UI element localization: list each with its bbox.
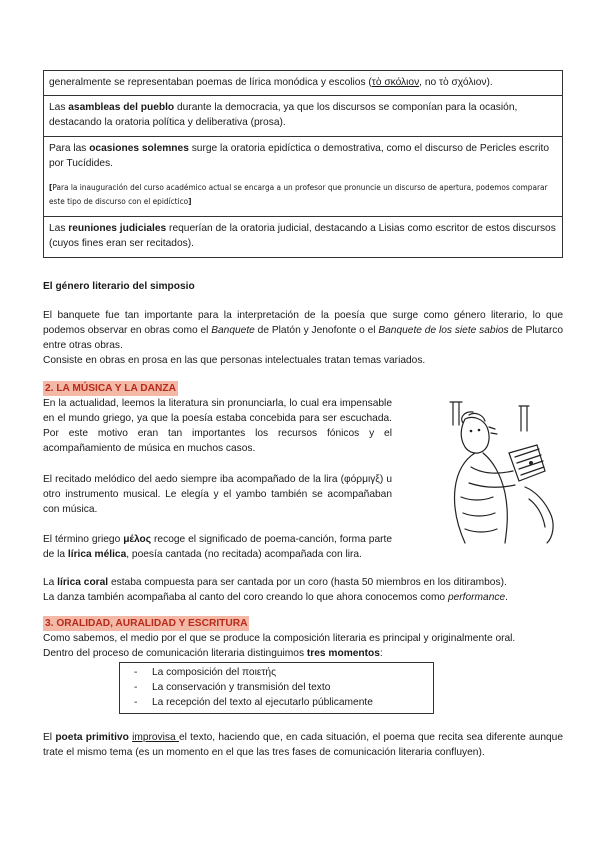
- oralidad-paragraph-1: Como sabemos, el medio por el que se produce la composición literaria es principal y originalmente oral.: [43, 633, 516, 644]
- greek-underlined: τὸ σκόλιον: [371, 77, 420, 88]
- section-heading-musica: 2. LA MÚSICA Y LA DANZA: [45, 383, 176, 394]
- lyre-player-illustration: [435, 397, 563, 547]
- oralidad-paragraph-2: Dentro del proceso de comunicación literaria distinguimos tres momentos:: [43, 648, 383, 659]
- page-content: [43, 70, 563, 758]
- musica-paragraph-5: La danza también acompañaba al canto del coro creando lo que ahora conocemos como performance.: [43, 592, 508, 603]
- table-cell: generalmente se representaban poemas de lírica monódica y escolios (τὸ σκόλιον, no τὸ σχόλιον).: [44, 71, 563, 96]
- table-row: [44, 71, 563, 96]
- simposio-paragraph: El banquete fue tan importante para la interpretación de la poesía que surge como género literario, lo que podemos observar en obras como el Banquete de Platón y Jenofonte o el Banquete de los siete sabios de Plutarco entre otras obras.: [43, 310, 563, 351]
- table-row: [44, 217, 563, 258]
- oralidad-paragraph-3: El poeta primitivo improvisa el texto, haciendo que, en cada situación, el poema que recita sea diferente aunque trate el mismo tema (es un momento en el que las tres fases de comunicación literaria confluyen).: [43, 732, 563, 758]
- musica-paragraph-4: La lírica coral estaba compuesta para ser cantada por un coro (hasta 50 miembros en los ditirambos).: [43, 577, 507, 588]
- list-item: - La composición del ποιετής: [134, 667, 276, 678]
- simposio-heading: El género literario del simposio: [43, 281, 195, 292]
- musica-paragraph-1: En la actualidad, leemos la literatura sin pronunciarla, lo cual era impensable en el mundo griego, ya que la poesía estaba concebida para ser escuchada. Por este motivo eran tan importantes los recursos fónicos y el acompañamiento de música en muchos casos.: [43, 398, 392, 454]
- musica-paragraph-2: El recitado melódico del aedo siempre iba acompañado de la lira (φόρμιγξ) u otro instrumento musical. Le elegía y el yambo también se acompañaban con música.: [43, 474, 392, 515]
- table-cell: Las reuniones judiciales requerían de la oratoria judicial, destacando a Lisias como escritor de estos discursos (cuyos fines eran ser recitados).: [44, 217, 563, 258]
- section-heading-oralidad: 3. ORALIDAD, AURALIDAD Y ESCRITURA: [45, 618, 248, 629]
- musica-paragraph-3: El término griego μέλος recoge el significado de poema-canción, forma parte de la lírica mélica, poesía cantada (no recitada) acompañada con lira.: [43, 534, 392, 560]
- inline-note: [Para la inauguración del curso académico actual se encarga a un profesor que pronuncie un discurso de apertura, podemos comparar este tipo de discurso con el epidíctico]: [49, 182, 548, 206]
- table-cell: Las asambleas del pueblo durante la democracia, ya que los discursos se componían para la ocasión, destacando la oratoria política y deliberativa (prosa).: [44, 96, 563, 137]
- table-row: [44, 96, 563, 137]
- moments-box: [119, 662, 434, 714]
- simposio-paragraph-2: Consiste en obras en prosa en las que personas intelectuales tratan temas variados.: [43, 355, 426, 366]
- table-row: [44, 137, 563, 217]
- oratory-table: [43, 70, 563, 258]
- table-cell: Para las ocasiones solemnes surge la oratoria epidíctica o demostrativa, como el discurso de Pericles escrito por Tucídides. [Para la inauguración del curso académico actual se encarga a un profesor que pronuncie un discurso de apertura, podemos comparar este tipo de discurso con el epidíctico]: [44, 137, 563, 217]
- list-item: - La conservación y transmisión del texto: [134, 682, 331, 693]
- list-item: - La recepción del texto al ejecutarlo públicamente: [134, 697, 373, 708]
